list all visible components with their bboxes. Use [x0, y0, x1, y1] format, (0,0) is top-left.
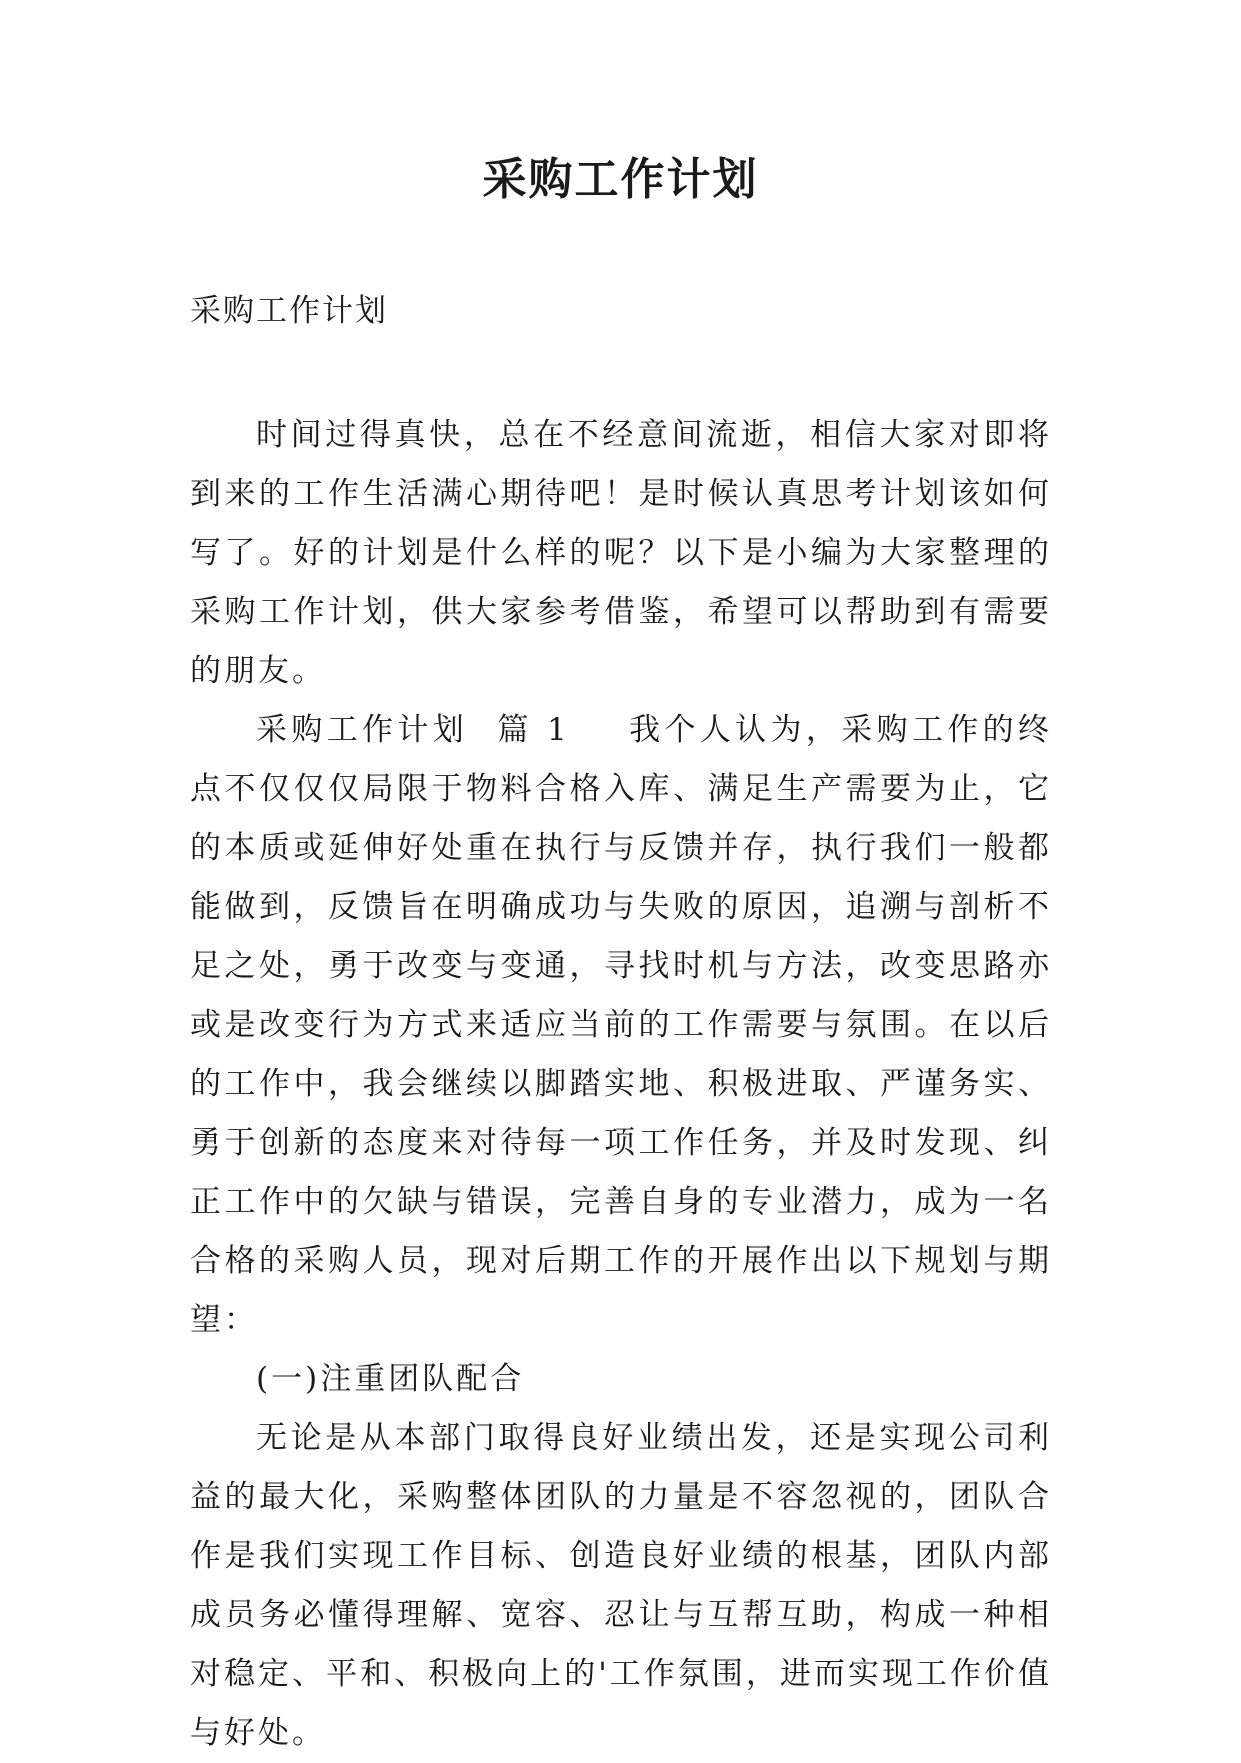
document-body	[190, 406, 1052, 1763]
section-paragraph	[190, 701, 1052, 1350]
teamwork-paragraph: 无论是从本部门取得良好业绩出发，还是实现公司利益的最大化，采购整体团队的力量是不容忽视的，团队合作是我们实现工作目标、创造良好业绩的根基，团队内部成员务必懂得理解、宽容、忍让与互帮互助，构成一种相对稳定、平和、积极向上的'工作氛围，进而实现工作价值与好处。	[190, 1420, 1052, 1751]
document-title: 采购工作计划	[482, 154, 759, 205]
section-body: 我个人认为，采购工作的终点不仅仅仅局限于物料合格入库、满足生产需要为止，它的本质或延伸好处重在执行与反馈并存，执行我们一般都能做到，反馈旨在明确成功与失败的原因，追溯与剖析不足之处，勇于改变与变通，寻找时机与方法，改变思路亦或是改变行为方式来适应当前的工作需要与氛围。在以后的工作中，我会继续以脚踏实地、积极进取、严谨务实、勇于创新的态度来对待每一项工作任务，并及时发现、纠正工作中的欠缺与错误，完善自身的专业潜力，成为一名合格的采购人员，现对后期工作的开展作出以下规划与期望：	[190, 712, 1053, 1338]
document-subtitle: 采购工作计划	[190, 293, 388, 329]
section-number: 篇 1	[496, 712, 570, 748]
section-label: 采购工作计划	[256, 712, 469, 748]
section-heading-teamwork: (一)注重团队配合	[256, 1361, 525, 1397]
intro-paragraph: 时间过得真快，总在不经意间流逝，相信大家对即将到来的工作生活满心期待吧！是时候认真思考计划该如何写了。好的计划是什么样的呢？以下是小编为大家整理的采购工作计划，供大家参考借鉴，希望可以帮助到有需要的朋友。	[190, 417, 1052, 689]
